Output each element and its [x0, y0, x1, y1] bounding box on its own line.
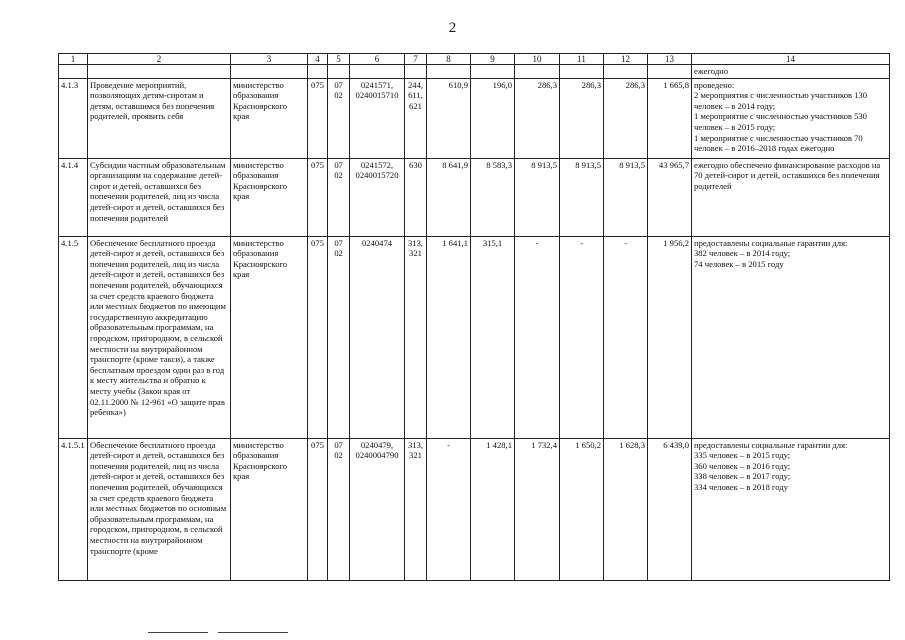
grbs-code: 075: [308, 236, 328, 438]
column-header: 5: [328, 54, 350, 65]
rzpr-code: 07 02: [328, 78, 350, 158]
vr-code: 244, 611, 621: [405, 78, 427, 158]
csr-code: 0240479, 0240004790: [350, 438, 405, 580]
year-value: -: [560, 236, 604, 438]
year-value: -: [427, 438, 471, 580]
column-header: 8: [427, 54, 471, 65]
year-value: 8 913,5: [515, 158, 560, 236]
row-number: 4.1.4: [59, 158, 88, 236]
executor: министерство образования Красноярского края: [231, 236, 308, 438]
executor: министерство образования Красноярского края: [231, 158, 308, 236]
page-number: 2: [448, 20, 457, 36]
total-value: 1 956,2: [648, 236, 692, 438]
vr-code: 313, 321: [405, 236, 427, 438]
column-header: 7: [405, 54, 427, 65]
executor: министерство образования Красноярского края: [231, 78, 308, 158]
year-value: 1 650,2: [560, 438, 604, 580]
year-value: 8 913,5: [560, 158, 604, 236]
column-header: 4: [308, 54, 328, 65]
year-value: 1 428,1: [471, 438, 515, 580]
year-value: 610,9: [427, 78, 471, 158]
column-header: 12: [604, 54, 648, 65]
vr-code: 630: [405, 158, 427, 236]
total-value: 6 439,0: [648, 438, 692, 580]
rzpr-code: 07 02: [328, 236, 350, 438]
grbs-code: 075: [308, 438, 328, 580]
total-value: 1 665,8: [648, 78, 692, 158]
activity-name: Обеспечение бесплатного проезда детей-сирот и детей, оставшихся без попечения родителей, лиц из числа детей-сирот и детей, оставшихся без попечения родителей, обучающихся за счет средств краевого бюджета или местных бюджетов по основным образовательным программам, на городском, пригородном, в сельской местности на внутрирайонном транспорте (кроме: [88, 438, 231, 580]
csr-code: 0240474: [350, 236, 405, 438]
year-value: 286,3: [604, 78, 648, 158]
column-header: 10: [515, 54, 560, 65]
result-cell: ежегодно обеспечено финансирование расходов на 70 детей-сирот и детей, оставшихся без попечения родителей: [692, 158, 890, 236]
continued-row: [59, 65, 890, 79]
column-header: 11: [560, 54, 604, 65]
result-cell: предоставлены социальные гарантии для: 335 человек – в 2015 году; 360 человек – в 2016 году; 338 человек – в 2017 году; 334 человек – в 2018 году: [692, 438, 890, 580]
year-value: 8 583,3: [471, 158, 515, 236]
table-row: [59, 78, 890, 158]
result-cell: предоставлены социальные гарантии для: 382 человек – в 2014 году; 74 человек – в 2015 году: [692, 236, 890, 438]
activity-name: Обеспечение бесплатного проезда детей-сирот и детей, оставшихся без попечения родителей, лиц из числа детей-сирот и детей, оставшихся без попечения родителей, обучающихся за счет средств краевого бюджета или местных бюджетов по имеющим государственную аккредитацию образовательным программам, на городском, пригородном, в сельской местности на внутрирайонном транспорте (кроме такси), а также бесплатным проездом один раз в год к месту жительства и обратно к месту учебы (Закон края от 02.11.2000 № 12-961 «О защите прав ребенка»): [88, 236, 231, 438]
column-header: 9: [471, 54, 515, 65]
rzpr-code: 07 02: [328, 158, 350, 236]
column-header: 14: [692, 54, 890, 65]
rzpr-code: 07 02: [328, 438, 350, 580]
column-header: 2: [88, 54, 231, 65]
column-header: 6: [350, 54, 405, 65]
total-value: 43 965,7: [648, 158, 692, 236]
footer-rule: [218, 632, 288, 633]
year-value: 196,0: [471, 78, 515, 158]
year-value: 1 641,1: [427, 236, 471, 438]
row-number: 4.1.3: [59, 78, 88, 158]
table-row: [59, 158, 890, 236]
year-value: 286,3: [560, 78, 604, 158]
year-value: -: [515, 236, 560, 438]
result-cell: ежегодно: [692, 65, 890, 79]
activity-name: Субсидии частным образовательным организациям на содержание детей-сирот и детей, оставшихся без попечения родителей, лиц из числа детей-сирот и детей, оставшихся без попечения родителей: [88, 158, 231, 236]
table-row: [59, 236, 890, 438]
csr-code: 0241572, 0240015720: [350, 158, 405, 236]
column-header: 13: [648, 54, 692, 65]
program-activities-table: [58, 53, 890, 581]
column-header: 3: [231, 54, 308, 65]
table-row: [59, 438, 890, 580]
column-header: 1: [59, 54, 88, 65]
result-cell: проведено: 2 мероприятия с численностью участников 130 человек – в 2014 году; 1 мероприятие с численностью участников 530 человек – в 2015 году; 1 мероприятие с численностью участников 70 человек – в 2016–2018 годах ежегодно: [692, 78, 890, 158]
grbs-code: 075: [308, 158, 328, 236]
year-value: 1 732,4: [515, 438, 560, 580]
year-value: 8 913,5: [604, 158, 648, 236]
row-number: 4.1.5.1: [59, 438, 88, 580]
executor: министерство образования Красноярского края: [231, 438, 308, 580]
year-value: 315,1: [471, 236, 515, 438]
grbs-code: 075: [308, 78, 328, 158]
activity-name: Проведение мероприятий, позволяющих детям-сиротам и детям, оставшимся без попечения родителей, проявить себя: [88, 78, 231, 158]
csr-code: 0241571, 0240015710: [350, 78, 405, 158]
year-value: 1 628,3: [604, 438, 648, 580]
vr-code: 313, 321: [405, 438, 427, 580]
footer-rule: [148, 632, 208, 633]
row-number: 4.1.5: [59, 236, 88, 438]
column-number-row: [59, 54, 890, 65]
year-value: 8 641,9: [427, 158, 471, 236]
year-value: 286,3: [515, 78, 560, 158]
year-value: -: [604, 236, 648, 438]
